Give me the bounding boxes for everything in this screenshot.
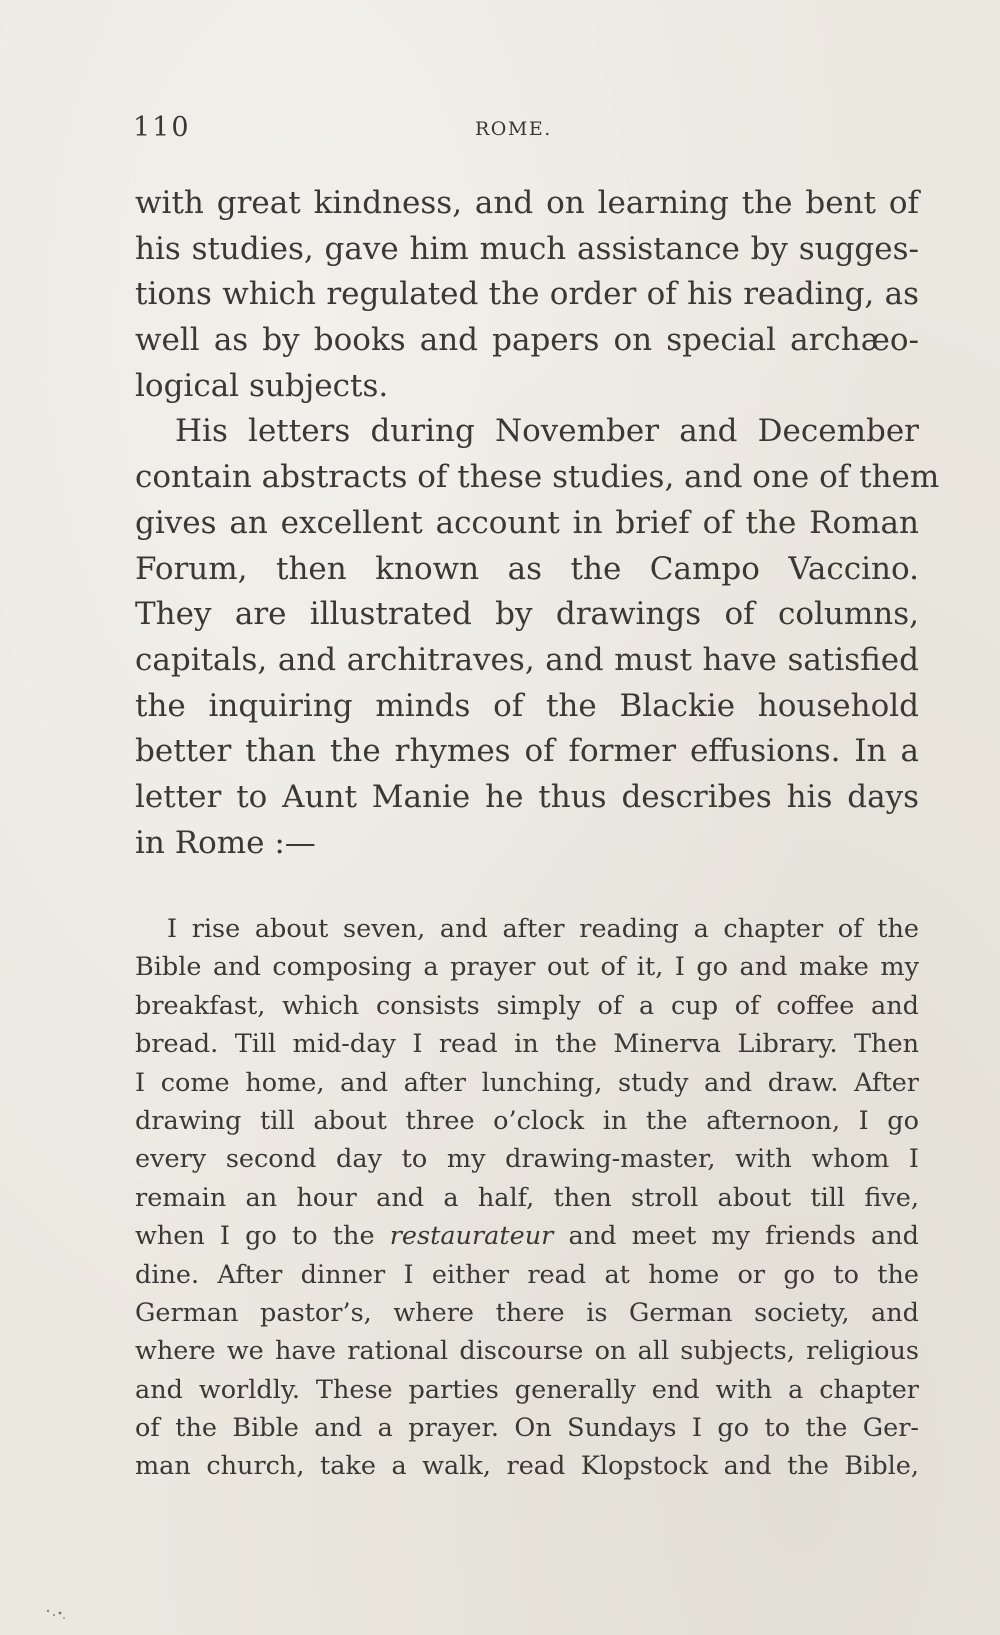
quote-line: German pastor’s, where there is German society, and — [135, 1297, 919, 1328]
paper-speck — [40, 1605, 70, 1623]
quote-line: remain an hour and a half, then stroll about till five, — [135, 1182, 919, 1213]
page-number: 110 — [133, 112, 191, 143]
quote-line: dine. After dinner I either read at home or go to the — [135, 1259, 919, 1290]
body-line: They are illustrated by drawings of columns, — [135, 596, 919, 633]
body-line: capitals, and architraves, and must have satisfied — [135, 641, 919, 678]
body-line: tions which regulated the order of his reading, as — [135, 276, 919, 313]
block-quotation — [135, 910, 919, 1486]
quote-line: man church, take a walk, read Klopstock and the Bible, — [135, 1451, 919, 1482]
body-line: the inquiring minds of the Blackie household — [135, 687, 919, 724]
body-line: contain abstracts of these studies, and one of them — [135, 459, 940, 496]
body-line: His letters during November and December — [175, 413, 919, 450]
quote-line — [135, 1217, 919, 1255]
running-head: ROME. — [475, 118, 552, 140]
body-line: Forum, then known as the Campo Vaccino. — [135, 550, 919, 587]
quote-line-part: when I go to the — [135, 1221, 390, 1252]
body-line: his studies, gave him much assistance by sugges- — [135, 230, 919, 267]
quote-line: breakfast, which consists simply of a cup of coffee and — [135, 990, 919, 1021]
quote-line: and worldly. These parties generally end with a chapter — [135, 1374, 919, 1405]
quote-line: drawing till about three o’clock in the afternoon, I go — [135, 1105, 919, 1136]
quote-line: I rise about seven, and after reading a chapter of the — [167, 914, 919, 944]
body-line: logical subjects. — [135, 367, 389, 404]
body-line: in Rome :— — [135, 824, 316, 861]
body-line: gives an excellent account in brief of the Roman — [135, 504, 919, 541]
body-line: with great kindness, and on learning the bent of — [135, 185, 919, 221]
quote-line: bread. Till mid-day I read in the Minerva Library. Then — [135, 1029, 919, 1060]
body-line: better than the rhymes of former effusions. In a — [135, 733, 919, 770]
body-line: letter to Aunt Manie he thus describes his days — [135, 778, 919, 815]
quote-line-part: and meet my friends and — [553, 1221, 919, 1252]
quote-line: I come home, and after lunching, study and draw. After — [135, 1067, 919, 1098]
quote-line: where we have rational discourse on all subjects, religious — [135, 1336, 919, 1367]
quote-line: every second day to my drawing-master, with whom I — [135, 1144, 919, 1175]
quote-line: Bible and composing a prayer out of it, I go and make my — [135, 952, 919, 983]
body-line: well as by books and papers on special archæo- — [135, 322, 919, 359]
page-header — [133, 112, 919, 152]
italic-word: restaurateur — [389, 1221, 554, 1252]
body-text — [135, 181, 940, 866]
quote-line: of the Bible and a prayer. On Sundays I go to the Ger- — [135, 1413, 919, 1444]
